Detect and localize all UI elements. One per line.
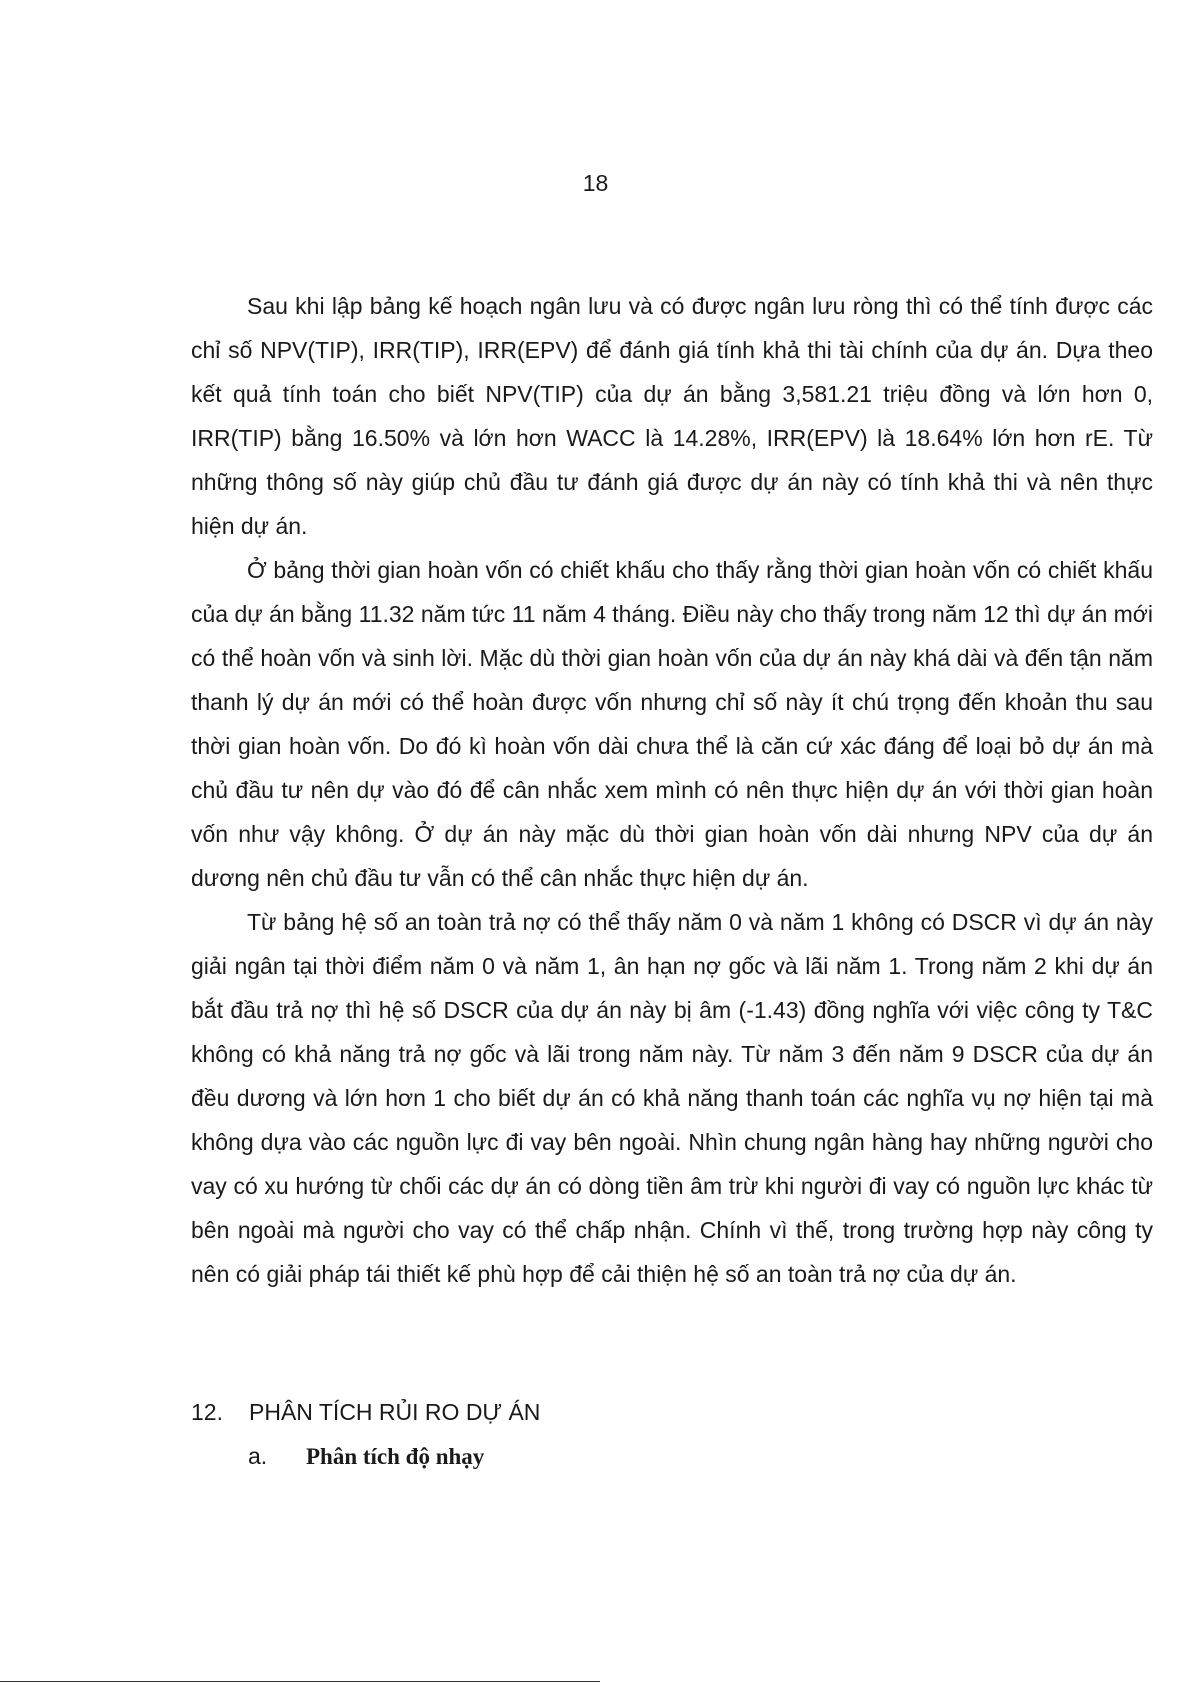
- section-heading: [191, 1390, 540, 1434]
- subsection-title: Phân tích độ nhạy: [306, 1444, 485, 1469]
- body-text: [191, 284, 1153, 1296]
- section-number: 12.: [191, 1399, 223, 1425]
- paragraph-dscr: Từ bảng hệ số an toàn trả nợ có thể thấy năm 0 và năm 1 không có DSCR vì dự án này giải ngân tại thời điểm năm 0 và năm 1, ân hạn nợ gốc và lãi năm 1. Trong năm 2 khi dự án bắt đầu trả nợ thì hệ số DSCR của dự án này bị âm (-1.43) đồng nghĩa với việc công ty T&C không có khả năng trả nợ gốc và lãi trong năm này. Từ năm 3 đến năm 9 DSCR của dự án đều dương và lớn hơn 1 cho biết dự án có khả năng thanh toán các nghĩa vụ nợ hiện tại mà không dựa vào các nguồn lực đi vay bên ngoài. Nhìn chung ngân hàng hay những người cho vay có xu hướng từ chối các dự án có dòng tiền âm trừ khi người đi vay có nguồn lực khác từ bên ngoài mà người cho vay có thể chấp nhận. Chính vì thế, trong trường hợp này công ty nên có giải pháp tái thiết kế phù hợp để cải thiện hệ số an toàn trả nợ của dự án.: [191, 909, 1153, 1287]
- subsection-number: a.: [248, 1443, 268, 1469]
- subsection-heading: [248, 1434, 484, 1479]
- paragraph-payback: Ở bảng thời gian hoàn vốn có chiết khấu cho thấy rằng thời gian hoàn vốn có chiết khấu của dự án bằng 11.32 năm tức 11 năm 4 tháng. Điều này cho thấy trong năm 12 thì dự án mới có thể hoàn vốn và sinh lời. Mặc dù thời gian hoàn vốn của dự án này khá dài và đến tận năm thanh lý dự án mới có thể hoàn được vốn nhưng chỉ số này ít chú trọng đến khoản thu sau thời gian hoàn vốn. Do đó kì hoàn vốn dài chưa thể là căn cứ xác đáng để loại bỏ dự án mà chủ đầu tư nên dự vào đó để cân nhắc xem mình có nên thực hiện dự án với thời gian hoàn vốn như vậy không. Ở dự án này mặc dù thời gian hoàn vốn dài nhưng NPV của dự án dương nên chủ đầu tư vẫn có thể cân nhắc thực hiện dự án.: [191, 557, 1153, 891]
- footer-rule: [0, 1681, 600, 1682]
- section-title: PHÂN TÍCH RỦI RO DỰ ÁN: [249, 1399, 541, 1425]
- page-number: 18: [582, 170, 609, 196]
- paragraph-npv-irr: Sau khi lập bảng kế hoạch ngân lưu và có được ngân lưu ròng thì có thể tính được các chỉ số NPV(TIP), IRR(TIP), IRR(EPV) để đánh giá tính khả thi tài chính của dự án. Dựa theo kết quả tính toán cho biết NPV(TIP) của dự án bằng 3,581.21 triệu đồng và lớn hơn 0, IRR(TIP) bằng 16.50% và lớn hơn WACC là 14.28%, IRR(EPV) là 18.64% lớn hơn rE. Từ những thông số này giúp chủ đầu tư đánh giá được dự án này có tính khả thi và nên thực hiện dự án.: [191, 293, 1153, 539]
